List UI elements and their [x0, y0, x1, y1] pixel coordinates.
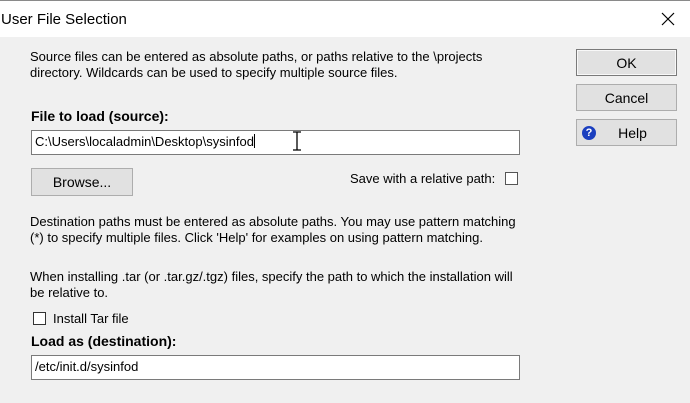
source-path-value: C:\Users\localadmin\Desktop\sysinfod — [35, 134, 254, 149]
cancel-button-label: Cancel — [604, 89, 649, 106]
install-tar-checkbox[interactable] — [33, 312, 46, 325]
source-description: Source files can be entered as absolute paths, or paths relative to the \projects directory. Wildcards can be used to specify multiple source files. — [30, 49, 483, 80]
ok-button-label: OK — [616, 54, 637, 71]
help-icon: ? — [582, 126, 596, 140]
browse-button[interactable] — [31, 168, 133, 196]
close-icon — [661, 12, 675, 26]
source-label: File to load (source): — [31, 108, 169, 124]
source-path-input[interactable] — [31, 130, 520, 155]
title-bar — [0, 0, 690, 37]
destination-label: Load as (destination): — [31, 333, 177, 349]
relative-path-label: Save with a relative path: — [350, 171, 496, 186]
browse-button-label: Browse... — [52, 174, 112, 190]
text-cursor-icon — [291, 131, 303, 151]
install-tar-label: Install Tar file — [53, 311, 129, 326]
help-button-label: Help — [618, 124, 647, 141]
text-caret — [254, 134, 255, 148]
cancel-button[interactable] — [576, 84, 677, 111]
window-title: User File Selection — [1, 11, 127, 28]
destination-path-value: /etc/init.d/sysinfod — [35, 359, 139, 374]
relative-path-checkbox[interactable] — [505, 172, 518, 185]
tar-description: When installing .tar (or .tar.gz/.tgz) files, specify the path to which the installation will be relative to. — [30, 269, 513, 300]
ok-button[interactable] — [576, 49, 677, 76]
close-button[interactable] — [646, 1, 690, 37]
destination-path-input[interactable] — [31, 355, 520, 380]
destination-description: Destination paths must be entered as absolute paths. You may use pattern matching (*) to specify multiple files. Click 'Help' for examples on using pattern matching. — [30, 214, 516, 245]
help-button[interactable] — [576, 119, 677, 146]
